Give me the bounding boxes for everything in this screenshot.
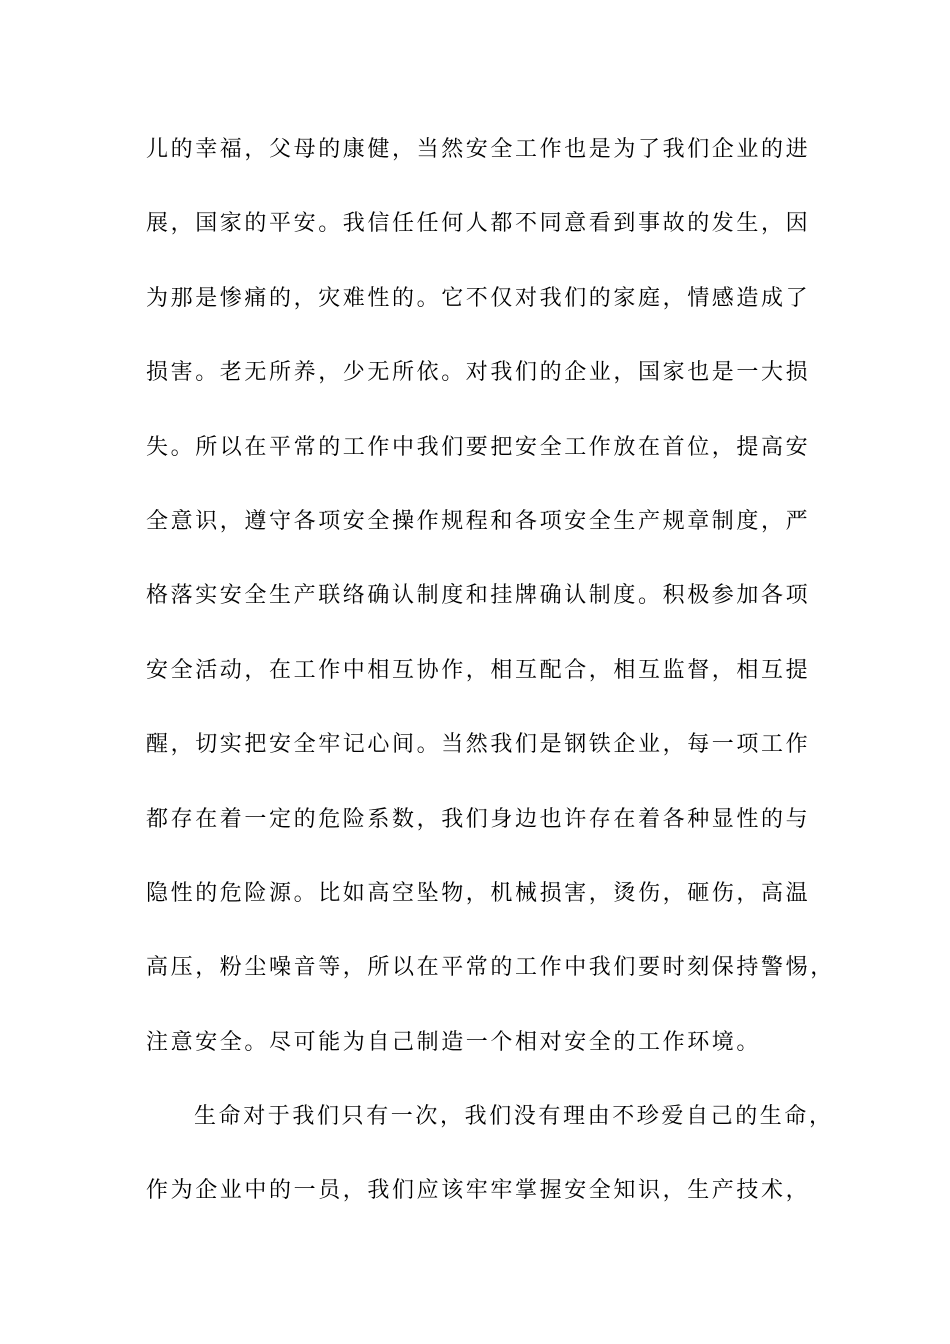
text-line: 都存在着一定的危险系数，我们身边也许存在着各种显性的与 bbox=[146, 806, 811, 832]
text-line: 格落实安全生产联络确认制度和挂牌确认制度。积极参加各项 bbox=[146, 583, 811, 609]
text-line: 失。所以在平常的工作中我们要把安全工作放在首位，提高安 bbox=[146, 434, 811, 460]
text-line: 注意安全。尽可能为自己制造一个相对安全的工作环境。 bbox=[146, 1029, 762, 1055]
text-line: 为那是惨痛的，灾难性的。它不仅对我们的家庭，情感造成了 bbox=[146, 285, 811, 311]
text-line: 损害。老无所养，少无所依。对我们的企业，国家也是一大损 bbox=[146, 360, 811, 386]
text-line: 高压，粉尘噪音等，所以在平常的工作中我们要时刻保持警惕， bbox=[146, 955, 835, 981]
body-text bbox=[146, 128, 835, 1244]
text-line: 安全活动，在工作中相互协作，相互配合，相互监督，相互提 bbox=[146, 657, 811, 683]
text-line: 展，国家的平安。我信任任何人都不同意看到事故的发生，因 bbox=[146, 211, 811, 237]
paragraph-first-line: 生命对于我们只有一次，我们没有理由不珍爱自己的生命， bbox=[194, 1104, 834, 1130]
text-line: 儿的幸福，父母的康健，当然安全工作也是为了我们企业的进 bbox=[146, 137, 811, 162]
text-line: 隐性的危险源。比如高空坠物，机械损害，烫伤，砸伤，高温 bbox=[146, 880, 811, 906]
text-line: 醒，切实把安全牢记心间。当然我们是钢铁企业，每一项工作 bbox=[146, 732, 811, 758]
text-line: 全意识，遵守各项安全操作规程和各项安全生产规章制度，严 bbox=[146, 508, 811, 534]
text-line: 作为企业中的一员，我们应该牢牢掌握安全知识，生产技术， bbox=[146, 1178, 811, 1204]
